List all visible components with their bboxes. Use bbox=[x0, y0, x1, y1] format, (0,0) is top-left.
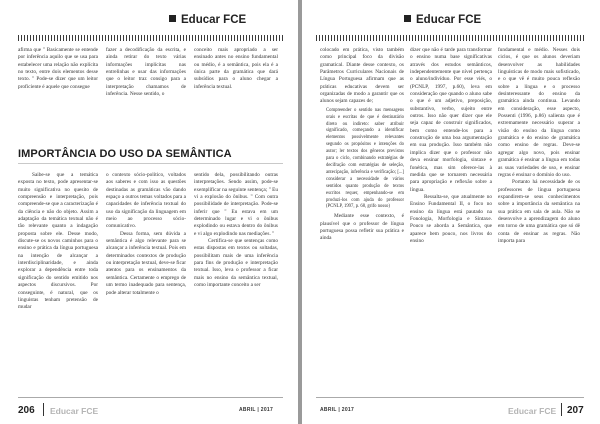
footer-date: ABRIL | 2017 bbox=[239, 407, 274, 413]
paragraph: Portanto há necessidade de os professores de língua portuguesa expandirem-se seus conhecimentos sobre a importância da semântica na sua prática em sala de aula. Não se desenvolve a aprendizagem do aluno em torno de uma gramática que só dê conta de ensinar as regras. Não importa para bbox=[498, 179, 580, 244]
header-brand bbox=[404, 14, 481, 26]
square-bullet-icon bbox=[169, 15, 176, 22]
divider bbox=[18, 163, 283, 164]
header-brand-text: Educar FCE bbox=[416, 14, 482, 26]
footer-separator bbox=[561, 403, 562, 416]
section-title: IMPORTÂNCIA DO USO DA SEMÂNTICA bbox=[18, 148, 232, 160]
paragraph: Mediante esse contexto, é plausível que o professor de língua portuguesa possa refletir sua prática e ainda bbox=[320, 213, 404, 242]
header-stripe bbox=[316, 35, 584, 41]
footer-separator bbox=[43, 403, 44, 416]
column-1 bbox=[320, 47, 404, 392]
header-brand bbox=[169, 14, 246, 26]
paragraph: Ressalta-se, que atualmente no Ensino Fundamental II, o foco no ensino da língua está pautado na Fonologia, Morfologia e Sintaxe. Pouco se aborda a Semântica, que aparece bem pouco, nos livros do ensino bbox=[410, 193, 492, 244]
column-2 bbox=[410, 47, 492, 392]
footer-divider bbox=[18, 397, 283, 398]
paragraph: afirma que " Basicamente se entende por inferência aquilo que se usa para estabelecer uma relação não explícita no texto, entre dois elementos desse texto. " Pode-se dizer que um leitor proficiente é aquele que consegue bbox=[18, 47, 98, 90]
footer-brand: Educar FCE bbox=[50, 406, 99, 416]
column-2-bottom bbox=[106, 172, 186, 390]
block-quote: Compreender o sentido nas mensagens orais e escritas de que é destinatário direto ou indireto: saber atribuir significado, começando a identificar elementos possivelmente relevantes segundo os propósitos e intenções do autor; ler textos dos gêneros previstos para o ciclo, combinando estratégias de decifração com estratégias de seleção, antecipação, inferência e verificação; [...] considerar a necessidade de vários sentidos quanto produção de textos escritos requer, empenhando-se em produzi-los com ajuda do professor (PCNLP, 1997, p. 68, grifo nosso) bbox=[326, 107, 404, 210]
header-brand-text: Educar FCE bbox=[181, 14, 247, 26]
column-1-top bbox=[18, 47, 98, 121]
column-3 bbox=[498, 47, 580, 392]
right-page bbox=[302, 0, 600, 424]
paragraph: Dessa forma, sem dúvida a semântica é algo relevante para se alcançar a inferência textual. Pois em determinados contextos de produção ou interpretação textual, deve-se ficar atentos para os ensinamentos da semântica. Certamente o emprego de um termo inadequado para sentença, pode alterar totalmente o bbox=[106, 230, 186, 296]
column-3-bottom bbox=[194, 172, 278, 390]
paragraph: conceito mais apropriado a ser ensinado antes no ensino fundamental ou médio, é a semântica, pois ela é a única parte da gramática que dará subsídios para o aluno chegar a inferência textual. bbox=[194, 47, 278, 90]
footer-divider bbox=[316, 397, 584, 398]
paragraph: Certifica-se que sentenças como estas dispostas em textos ou soltadas, possibilitam mais de uma inferência para fins de produção e interpretação textual. Isso, leva o professor a ficar mais no ensino da semântica textual, como importante conceito a ser bbox=[194, 238, 278, 289]
paragraph: fundamental e médio. Nesses dois ciclos, é que os alunos deveriam desenvolver as habilidades linguísticas de modo mais sofisticado, e o que vê é muito pouca reflexão sobre a língua e o processo desinteressante do ensino da gramática ainda continua. Levando em consideração, esse aspecto, Possenti (1996, p.86) salienta que é extremamente necessário superar a visão do ensino da língua como gramática e do ensino de gramática como ensino de regras. Deve-se agregar algo novo, pois ensinar gramática é ensinar a língua em todas as suas variedades de uso, e ensinar regras é ensinar o domínio do uso. bbox=[498, 47, 580, 178]
paragraph: Saibe-se que a temática exposta no texto, pode apresentar-se muito significativa no quesito de compreensão e interpretação, pois compreende-se que a caracterização é da ciência e não do objeto. Assim a adaptação da temática textual não é tão relevante quanto a indagação proposta sobre ele. Desse modo, discute-se os novos caminhos para o ensino e prática da língua portuguesa na intenção de alcançar a interdisciplinaridade, e ainda explorar a dependência entre toda significação do sentido emitido nos aspectos discursivos. Por conseguinte, é natural, que os linguistas tenham pretensão de mudar bbox=[18, 172, 98, 311]
paragraph: colocado em prática, visto também como principal foco da divisão gramatical. Diante desse contexto, os Parâmetros Curriculares Nacionais de Língua Portuguesa afirmam que as práticas educativas devem ser organizadas de modo a garantir que os alunos sejam capazes de; bbox=[320, 47, 404, 105]
column-1-bottom bbox=[18, 172, 98, 390]
page-number: 206 bbox=[18, 405, 35, 416]
left-page bbox=[0, 0, 298, 424]
paragraph: sentido dela, possibilitando outras interpretações. Sendo assim, pode-se exemplificar na seguinte sentença; " Eu vi a explosão do ônibus. " Com outra possibilidade de interpretação. Pode-se inferir que " Eu estava em um determinado lugar e vi o ônibus explodindo ou estava dentro do ônibus e vi algo explodindo nas mediações. " bbox=[194, 172, 278, 237]
column-3-top bbox=[194, 47, 278, 121]
footer-date: ABRIL | 2017 bbox=[320, 407, 355, 413]
paragraph: fazer a decodificação da escrita, e ainda retirar do texto várias informações implícitas nas entrelinhas e usar das informações que o leitor traz consigo para a interpretação chamamos de inferência. Nesse sentido, o bbox=[106, 47, 186, 98]
page-number: 207 bbox=[567, 405, 584, 416]
paragraph: o contexto sócio-político, voltados aos saberes e com isso as questões destinadas as gramáticas vão dando espaço a outros temas voltados para a capacidades de inferência textual do uso da significação da linguagem em meio ao processo sócio-comunicativo. bbox=[106, 172, 186, 230]
paragraph: dizer que não é tarde para transformar o ensino numa base significativas através dos estudos semânticos, independentemente que nível pertença o aluno/indivíduo. Por esse viés, o (PCNLP, 1997, p.60), leva em consideração que quando o aluno sabe o que é um adjetivo, preposição, substantivo, verbo, sujeito entre outros. Isso não quer dizer que ele seja capaz de construir significados, bem como entende-los para a construção de uma boa argumentação em sua produção. Isso também não implica dizer que o professor não deva ensinar morfologia, sintaxe e fonética, mas sim oferece-las à medida que se tornarem necessária para apropriação e reflexão sobre a língua. bbox=[410, 47, 492, 193]
footer-brand: Educar FCE bbox=[508, 406, 557, 416]
header-stripe bbox=[18, 35, 283, 41]
column-2-top bbox=[106, 47, 186, 121]
square-bullet-icon bbox=[404, 15, 411, 22]
